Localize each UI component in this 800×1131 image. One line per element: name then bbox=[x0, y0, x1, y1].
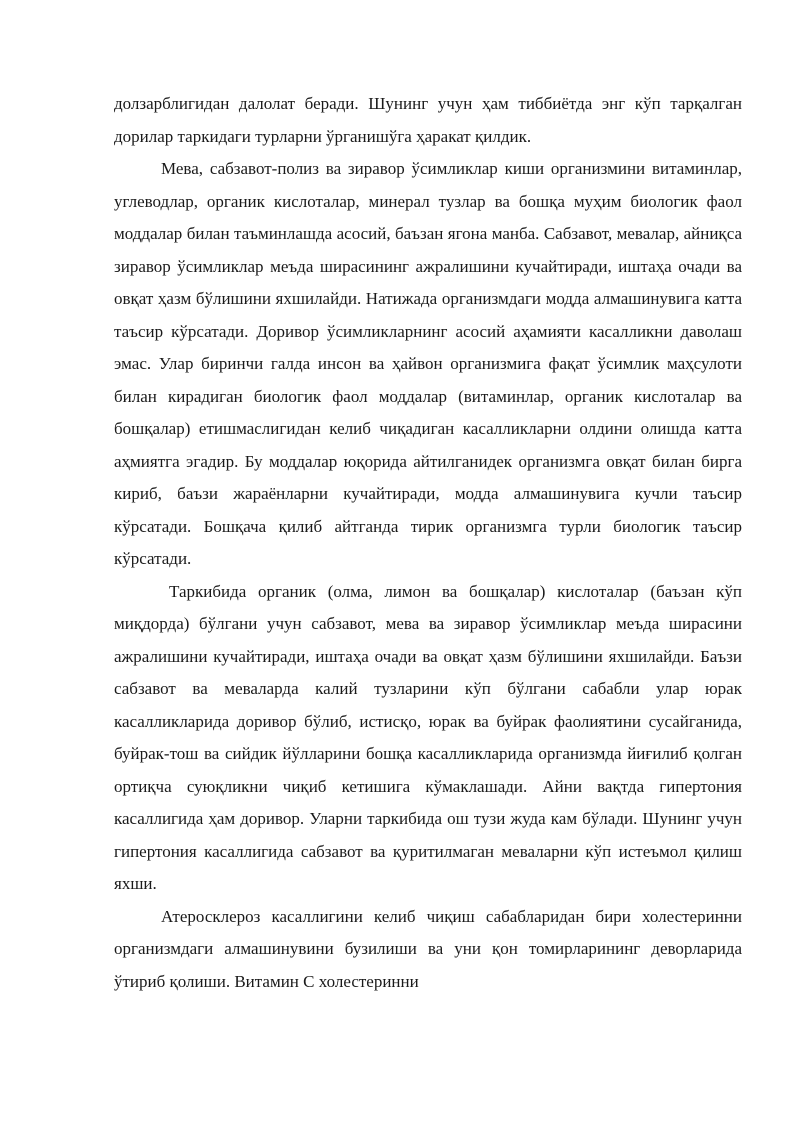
paragraph-acids: Таркибида органик (олма, лимон ва бошқалар) кислоталар (баъзан кўп миқдорда) бўлгани учун сабзавот, мева ва зиравор ўсимликлар меъда ширасини ажралишини кучайтиради, иштаҳа очади ва овқат ҳазм бўлишини яхшилайди. Баъзи сабзавот ва меваларда калий тузларини кўп бўлгани сабабли улар юрак касалликларида доривор бўлиб, истисқо, юрак ва буйрак фаолиятини сусайганида, буйрак-тош ва сийдик йўлларини бошқа касалликларида организмда йиғилиб қолган ортиқча суюқликни чиқиб кетишига кўмаклашади. Айни вақтда гипертония касаллигида ҳам доривор. Уларни таркибида ош тузи жуда кам бўлади. Шунинг учун гипертония касаллигида сабзавот ва қуритилмаган меваларни кўп истеъмол қилиш яхши. bbox=[114, 581, 742, 893]
paragraph-continuation: долзарблигидан далолат беради. Шунинг учун ҳам тиббиётда энг кўп тарқалган дорилар таркидаги турларни ўрганишўга ҳаракат қилдик. bbox=[114, 94, 742, 146]
body-text bbox=[114, 88, 742, 998]
paragraph-vegetables: Мева, сабзавот-полиз ва зиравор ўсимликлар киши организмини витаминлар, углеводлар, органик кислоталар, минерал тузлар ва бошқа муҳим биологик фаол моддалар билан таъминлашда асосий, баъзан ягона манба. Сабзавот, мевалар, айниқса зиравор ўсимликлар меъда ширасининг ажралишини кучайтиради, иштаҳа очади ва овқат ҳазм бўлишини яхшилайди. Натижада организмдаги модда алмашинувига катта таъсир кўрсатади. Доривор ўсимликларнинг асосий аҳамияти касалликни даволаш эмас. Улар биринчи галда инсон ва ҳайвон организмига фақат ўсимлик маҳсулоти билан кирадиган биологик фаол моддалар (витаминлар, органик кислоталар ва бошқалар) етишмаслигидан келиб чиқадиган касалликларни олдини олишда катта аҳмиятга эгадир. Бу моддалар юқорида айтилганидек организмга овқат билан бирга кириб, баъзи жараёнларни кучайтиради, модда алмашинувига кучли таъсир кўрсатади. Бошқача қилиб айтганда тирик организмга турли биологик таъсир кўрсатади. bbox=[114, 159, 742, 568]
paragraph-atherosclerosis: Атеросклероз касаллигини келиб чиқиш сабабларидан бири холестеринни организмдаги алмашинувини бузилиши ва уни қон томирларининг деворларида ўтириб қолиши. Витамин С холестеринни bbox=[114, 906, 742, 991]
